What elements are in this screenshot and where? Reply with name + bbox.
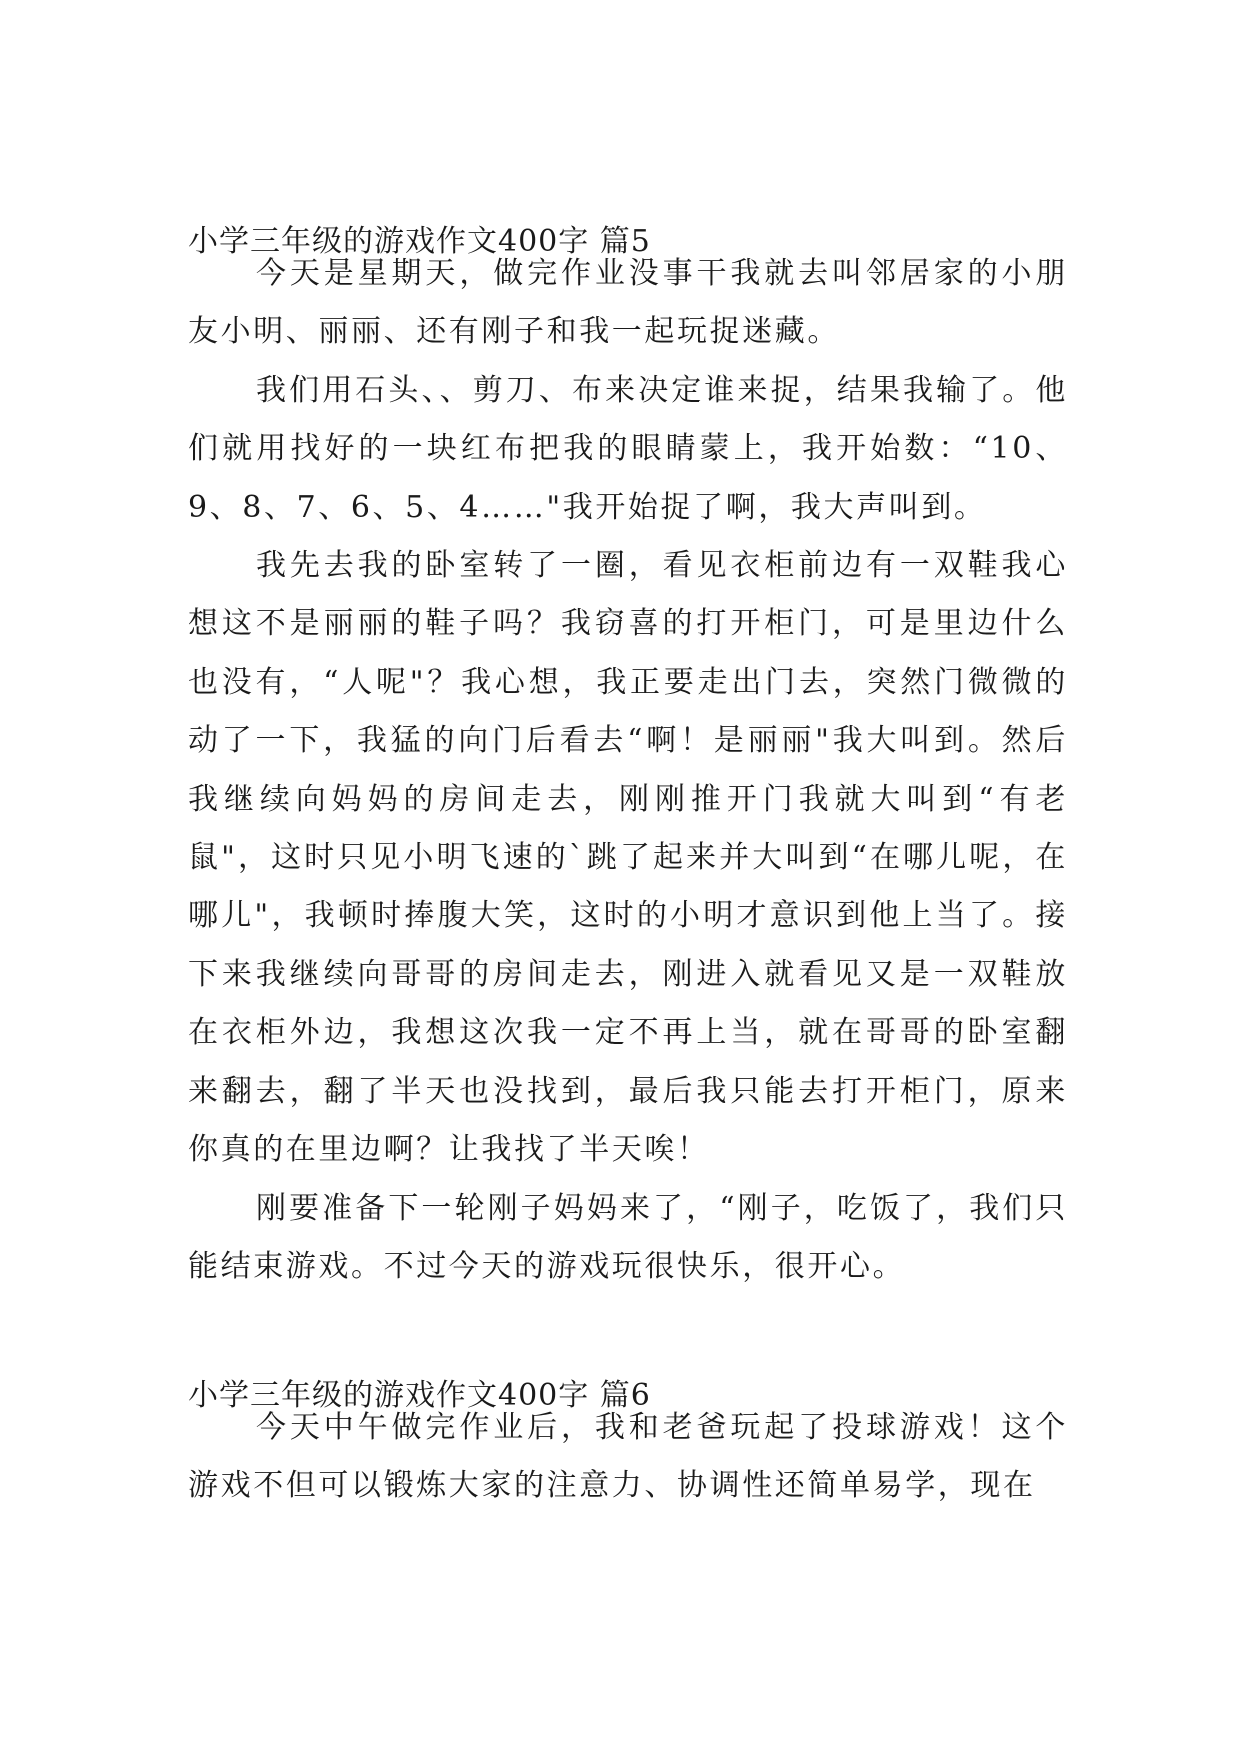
paragraph-6-1: 今天中午做完作业后，我和老爸玩起了投球游戏！这个游戏不但可以锻炼大家的注意力、协调性还简单易学，现在 xyxy=(188,1410,1068,1504)
paragraph-5-3: 我先去我的卧室转了一圈，看见衣柜前边有一双鞋我心想这不是丽丽的鞋子吗？我窃喜的打开柜门，可是里边什么也没有，“人呢"？我心想，我正要走出门去，突然门微微的动了一下，我猛的向门后看去“啊！是丽丽"我大叫到。然后我继续向妈妈的房间走去，刚刚推开门我就大叫到“有老鼠"，这时只见小明飞速的`跳了起来并大叫到“在哪儿呢，在哪儿"，我顿时捧腹大笑，这时的小明才意识到他上当了。接下来我继续向哥哥的房间走去，刚进入就看见又是一双鞋放在衣柜外边，我想这次我一定不再上当，就在哥哥的卧室翻来翻去，翻了半天也没找到，最后我只能去打开柜门，原来你真的在里边啊？让我找了半天唉！ xyxy=(188,548,1068,1168)
paragraph-5-1: 今天是星期天，做完作业没事干我就去叫邻居家的小朋友小明、丽丽、还有刚子和我一起玩捉迷藏。 xyxy=(188,256,1068,350)
paragraph-5-4: 刚要准备下一轮刚子妈妈来了，“刚子，吃饭了，我们只能结束游戏。不过今天的游戏玩很快乐，很开心。 xyxy=(188,1191,1068,1285)
section-title-6: 小学三年级的游戏作文400字 篇6 xyxy=(188,1378,651,1413)
paragraph-5-2: 我们用石头、、剪刀、布来决定谁来捉，结果我输了。他们就用找好的一块红布把我的眼睛蒙上，我开始数：“10、9、8、7、6、5、4……"我开始捉了啊，我大声叫到。 xyxy=(188,373,1068,525)
section-title-5: 小学三年级的游戏作文400字 篇5 xyxy=(188,224,651,259)
